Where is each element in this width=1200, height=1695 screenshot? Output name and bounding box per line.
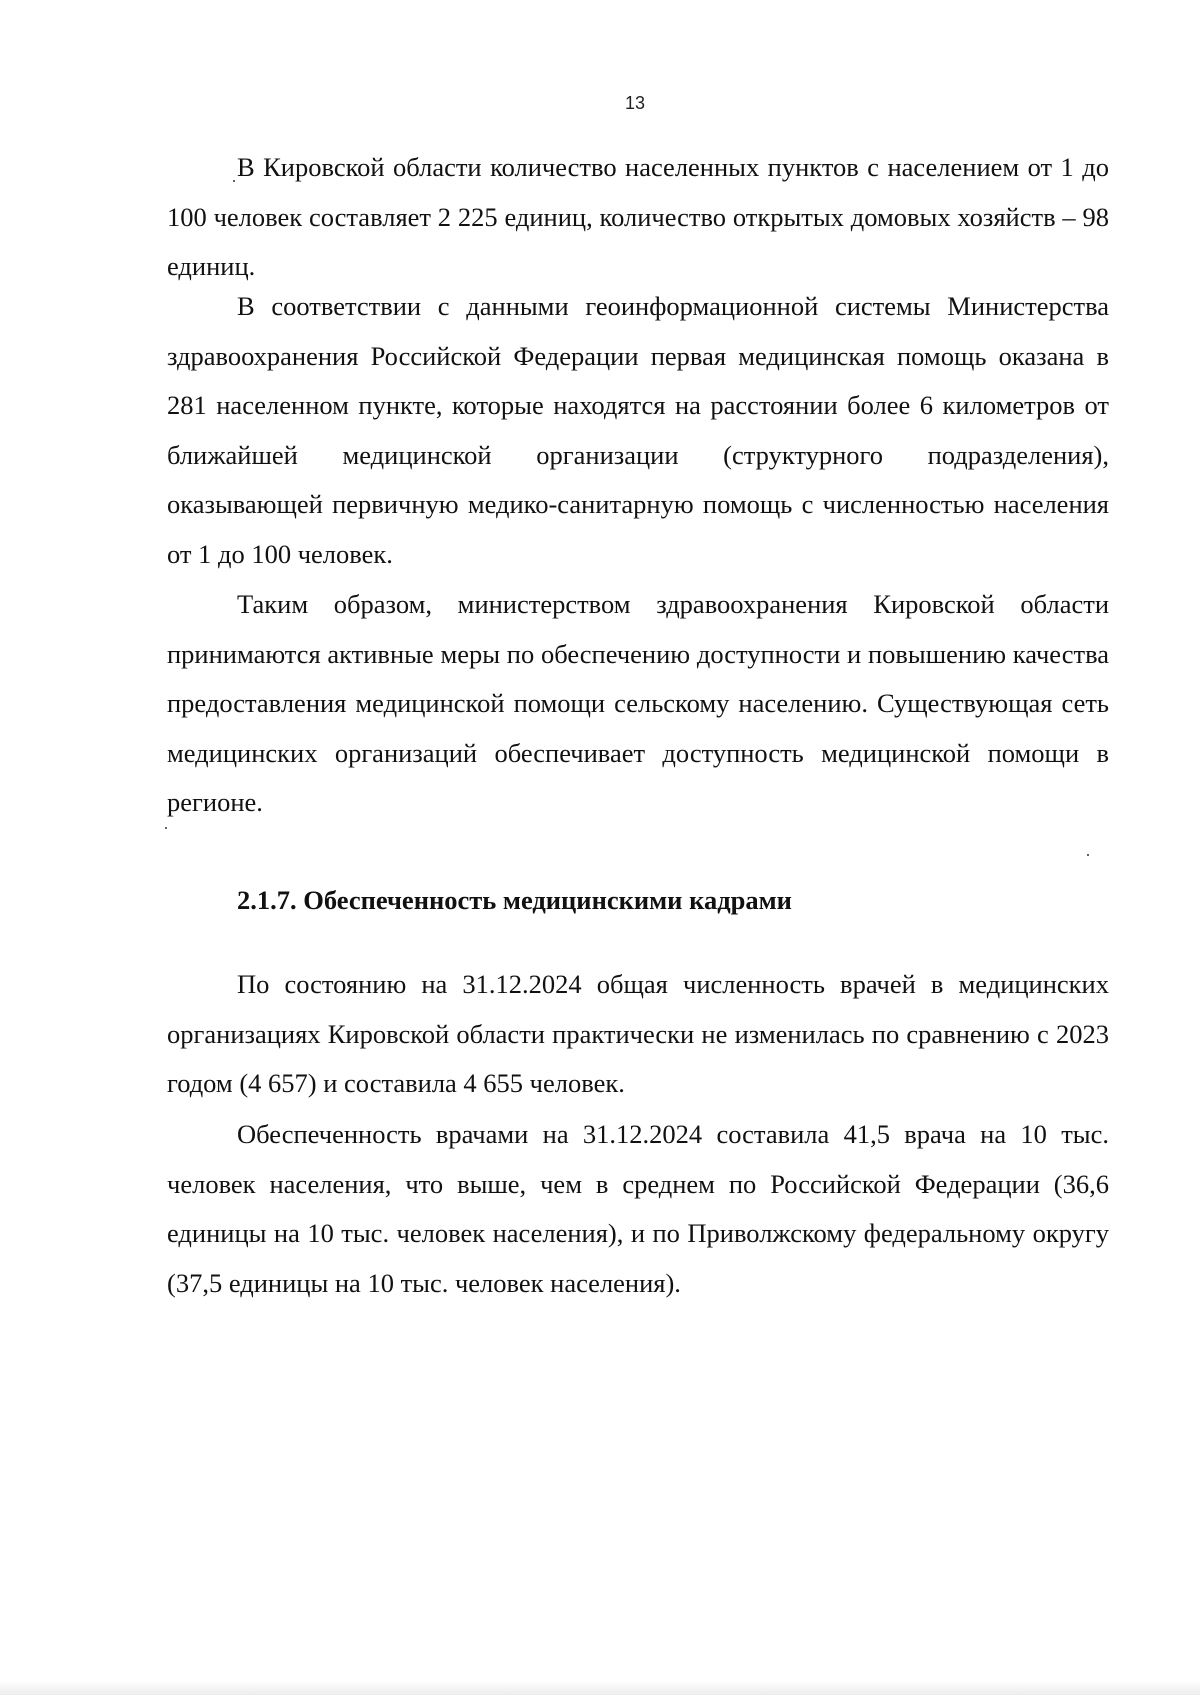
- paragraph-first-aid: [167, 282, 1109, 579]
- paragraph-text: Обеспеченность врачами на 31.12.2024 составила 41,5 врача на 10 тыс. человек населения, что выше, чем в среднем по Российской Федерации (36,6 единицы на 10 тыс. человек населения), и по Приволжскому федеральному округу (37,5 единицы на 10 тыс. человек населения).: [167, 1119, 1109, 1298]
- scan-speck: [165, 827, 167, 829]
- paragraph-text: В соответствии с данными геоинформационной системы Министерства здравоохранения Российской Федерации первая медицинская помощь оказана в 281 населенном пункте, которые находятся на расстоянии более 6 километров от ближайшей медицинской организации (структурного подразделения), оказывающей первичную медико-санитарную помощь с численностью населения от 1 до 100 человек.: [167, 291, 1109, 569]
- paragraph-doctors-count: [167, 960, 1109, 1109]
- paragraph-conclusion: [167, 580, 1109, 828]
- paragraph-text: Таким образом, министерством здравоохранения Кировской области принимаются активные меры по обеспечению доступности и повышению качества предоставления медицинской помощи сельскому населению. Существующая сеть медицинских организаций обеспечивает доступность медицинской помощи в регионе.: [167, 589, 1109, 817]
- paragraph-text: В Кировской области количество населенных пунктов с населением от 1 до 100 человек составляет 2 225 единиц, количество открытых домовых хозяйств – 98 единиц.: [167, 152, 1109, 281]
- scan-bottom-edge: [0, 1681, 1200, 1695]
- scan-speck: [233, 180, 235, 182]
- page-number: 13: [624, 93, 646, 113]
- paragraph-text: По состоянию на 31.12.2024 общая численность врачей в медицинских организациях Кировской области практически не изменилась по сравнению с 2023 годом (4 657) и составила 4 655 человек.: [167, 969, 1109, 1098]
- paragraph-doctors-ratio: [167, 1110, 1109, 1308]
- scan-speck: [1087, 854, 1089, 856]
- section-heading: 2.1.7. Обеспеченность медицинскими кадрами: [237, 885, 792, 915]
- paragraph-settlements: [167, 143, 1109, 292]
